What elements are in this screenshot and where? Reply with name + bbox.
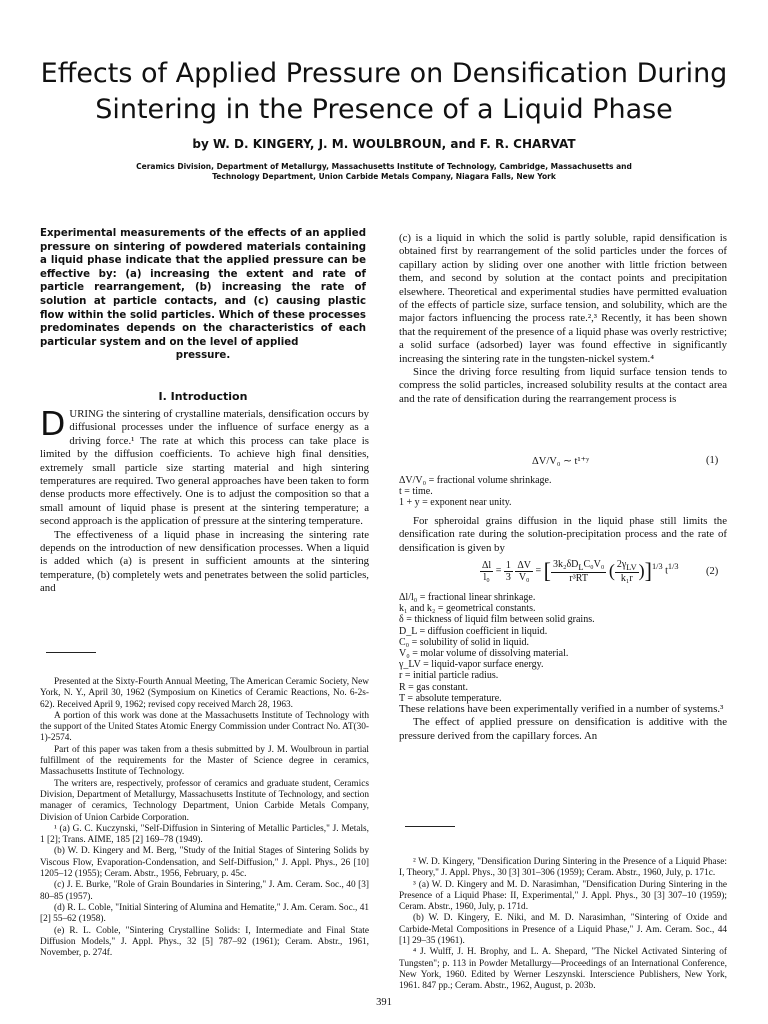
right-paragraph-5: The effect of applied pressure on densification is additive with the pressure derived from the capillary forces. An [399,716,727,742]
equation-1: ΔV/V₀ ∼ t¹⁺ʸ [532,456,590,467]
right-column-bottom [399,703,727,743]
footnote-right: (b) W. D. Kingery, E. Niki, and M. D. Narasimhan, "Sintering of Oxide and Carbide-Metal Compositions in Presence of a Liquid Phase," J. Am. Ceram. Soc., 44 [1] 29–35 (1961). [399,913,727,947]
right-column-top [399,232,727,406]
equation-2-number: (2) [706,566,719,577]
footnotes-left [40,677,369,959]
definition-item: 1 + y = exponent near unity. [399,497,512,509]
intro-paragraph-2: The effectiveness of a liquid phase in increasing the sintering rate depends on the introduction of new densification processes. When a liquid is added which (a) is present in sufficient amounts at the sintering temperature, (b) completely wets and penetrates between the solid particles, and [40,528,369,595]
intro-left-column [40,404,369,596]
abstract-last-line: pressure. [175,350,231,362]
drop-cap: D [40,404,66,443]
section-heading-introduction: I. Introduction [158,390,248,403]
footnotes-right [399,857,727,993]
definition-item: r = initial particle radius. [399,670,499,682]
definition-item: ΔV/V₀ = fractional volume shrinkage. [399,475,552,486]
definition-item: D_L = diffusion coefficient in liquid. [399,625,548,637]
definition-item: δ = thickness of liquid film between solid grains. [399,614,595,626]
equation-2: $\frac{\Delta l}{\text{l₀}}$ = $\frac{1}{3}$ $\frac{\Delta V}{\text{V₀}}$ = [ $\frac{3k_2\delta D_LC_0V_0}{\text{r³RT}}$ ( $\frac{2\gamma_{LV}}{\text{k₁r}}$ )]$^{1/3}$ $t^{1/3}$ [482,558,679,584]
footnote-left: (c) J. E. Burke, "Role of Grain Boundaries in Sintering," J. Am. Ceram. Soc., 40 [3] 80–85 (1957). [40,880,369,902]
right-paragraph-2: Since the driving force resulting from liquid surface tension tends to compress the solid particles, increased solubility results at the contact area and the rate of densification during the rearrangement process is [399,366,727,405]
footnote-left: (e) R. L. Coble, "Sintering Crystalline Solids: I, Intermediate and Final State Diffusion Models," J. Appl. Phys., 32 [5] 787–92 (1961); Ceram. Abstr., 1961, November, p. 274f. [40,925,369,959]
equation-1-definitions [399,475,727,509]
right-paragraph-4: These relations have been experimentally verified in a number of systems.³ [399,703,724,715]
definition-item: γ_LV = liquid-vapor surface energy. [399,659,544,671]
footnote-left: Part of this paper was taken from a thesis submitted by J. M. Woulbroun in partial fulfillment of the requirements for the Master of Science degree in ceramics, Massachusetts Institute of Technology. [40,744,369,778]
footnote-right: ² W. D. Kingery, "Densification During Sintering in the Presence of a Liquid Phase: I, Theory," J. Appl. Phys., 30 [3] 301–306 (1959); Ceram. Abstr., 1960, July, p. 171c. [399,857,727,879]
footnote-left: (d) R. L. Coble, "Initial Sintering of Alumina and Hematite," J. Am. Ceram. Soc., 41 [2] 55–62 (1958). [40,902,369,925]
definition-item: T = absolute temperature. [399,692,502,704]
paper-title-line-1: Effects of Applied Pressure on Densification During [40,58,728,89]
footnote-right: ³ (a) W. D. Kingery and M. D. Narasimhan, "Densification During Sintering in the Presence of a Liquid Phase: II, Experimental," J. Appl. Phys., 30 [3] 307–10 (1959); Ceram. Abstr., 1960, July, p. 171d. [399,879,727,913]
definition-item: k₁ and k₂ = geometrical constants. [399,603,536,615]
footnote-divider-left [46,652,96,653]
footnote-left: Presented at the Sixty-Fourth Annual Meeting, The American Ceramic Society, New York, N. Y., April 30, 1962 (Symposium on Kinetics of Ceramic Reactions, No. 6-2s-62). Received April 9, 1962; revised copy received March 28, 1963. [40,677,369,710]
equation-1-number: (1) [706,455,719,466]
abstract [40,227,366,363]
definition-item: t = time. [399,486,433,498]
footnote-left: (b) W. D. Kingery and M. Berg, "Study of the Initial Stages of Sintering Solids by Viscous Flow, Evaporation-Condensation, and Self-Diffusion," J. Appl. Phys., 26 [10] 1205–12 (1955); Ceram. Abstr., 1956, February, p. 45c. [40,846,369,880]
right-paragraph-3: For spheroidal grains diffusion in the liquid phase still limits the densification rate during the solution-precipitation process and the rate of densification is given by [399,515,727,554]
footnote-left: A portion of this work was done at the Massachusetts Institute of Technology with the support of the United States Atomic Energy Commission under Contract No. AT(30-1)-2574. [40,710,369,744]
paper-title-line-2: Sintering in the Presence of a Liquid Phase [95,94,673,125]
intro-paragraph-1 [40,404,369,529]
footnote-right: ⁴ J. Wulff, J. H. Brophy, and L. A. Shepard, "The Nickel Activated Sintering of Tungsten"; p. 113 in Powder Metallurgy—Proceedings of an International Conference, New York, 1960. Edited by Werner Leszynski. Interscience Publishers, New York, 1961. 847 pp.; Ceram. Abstr., 1962, August, p. 203b. [399,947,727,992]
page-number: 391 [376,997,392,1008]
intro-paragraph-1-text: URING the sintering of crystalline materials, densification occurs by diffusional processes under the influence of surface energy as a driving force.¹ The rate at which this process can take place is limited by the diffusion coefficients. To achieve high final densities, extremely small particle size starting material and high sintering temperatures are required. Two general approaches have been taken to form dense products more effectively. One is to adjust the composition so that a small amount of liquid phase is present at the sintering temperature; a second approach is the application of pressure at the sintering temperature. [40,408,369,528]
definition-item: Δl/l₀ = fractional linear shrinkage. [399,592,536,603]
footnote-left: The writers are, respectively, professor of ceramics and graduate student, Ceramics Division, Department of Metallurgy, Massachusetts Institute of Technology, and section manager of ceramics, Technology Department, Union Carbide Metals Company, Division of Union Carbide Corporation. [40,778,369,823]
footnote-divider-right [405,826,455,827]
equation-2-definitions [399,592,727,704]
definition-item: R = gas constant. [399,681,468,693]
affiliation: Ceramics Division, Department of Metallurgy, Massachusetts Institute of Technology, Cambridge, Massachusetts and Technology Department, Union Carbide Metals Company, Niagara Falls, New York [136,162,632,181]
right-paragraph-1: (c) is a liquid in which the solid is partly soluble, rapid densification is obtained first by rearrangement of the solid particles under the forces of capillary action by sliding over one another with little friction between them, and second by solution at the contact points and precipitation elsewhere. Theoretical and experimental studies have permitted evaluation of the effects of particle size, surface tension, and solubility, which are the major factors influencing the process rate.²,³ Recently, it has been shown that the requirement of the presence of a liquid phase was overly restrictive; a solid surface (adsorbed) layer was found effective in significantly increasing the sintering rate in the tungsten-nickel system.⁴ [399,232,727,365]
right-paragraph-3-block [399,515,727,555]
abstract-body: Experimental measurements of the effects of an applied pressure on sintering of powdered materials containing a liquid phase indicate that the applied pressure can be effective by: (a) increasing the extent and rate of particle rearrangement, (b) increasing the rate of solution at particle contacts, and (c) causing plastic flow within the solid particles. Which of these processes predominates depends on the characteristics of each particular system and on the level of applied [40,228,366,348]
footnote-left: ¹ (a) G. C. Kuczynski, "Self-Diffusion in Sintering of Metallic Particles," J. Metals, 1 [2]; Trans. AIME, 185 [2] 169–78 (1949). [40,823,369,846]
definition-item: C₀ = solubility of solid in liquid. [399,636,529,648]
authors-line: by W. D. KINGERY, J. M. WOULBROUN, and F. R. CHARVAT [192,137,576,151]
definition-item: V₀ = molar volume of dissolving material. [399,648,569,660]
